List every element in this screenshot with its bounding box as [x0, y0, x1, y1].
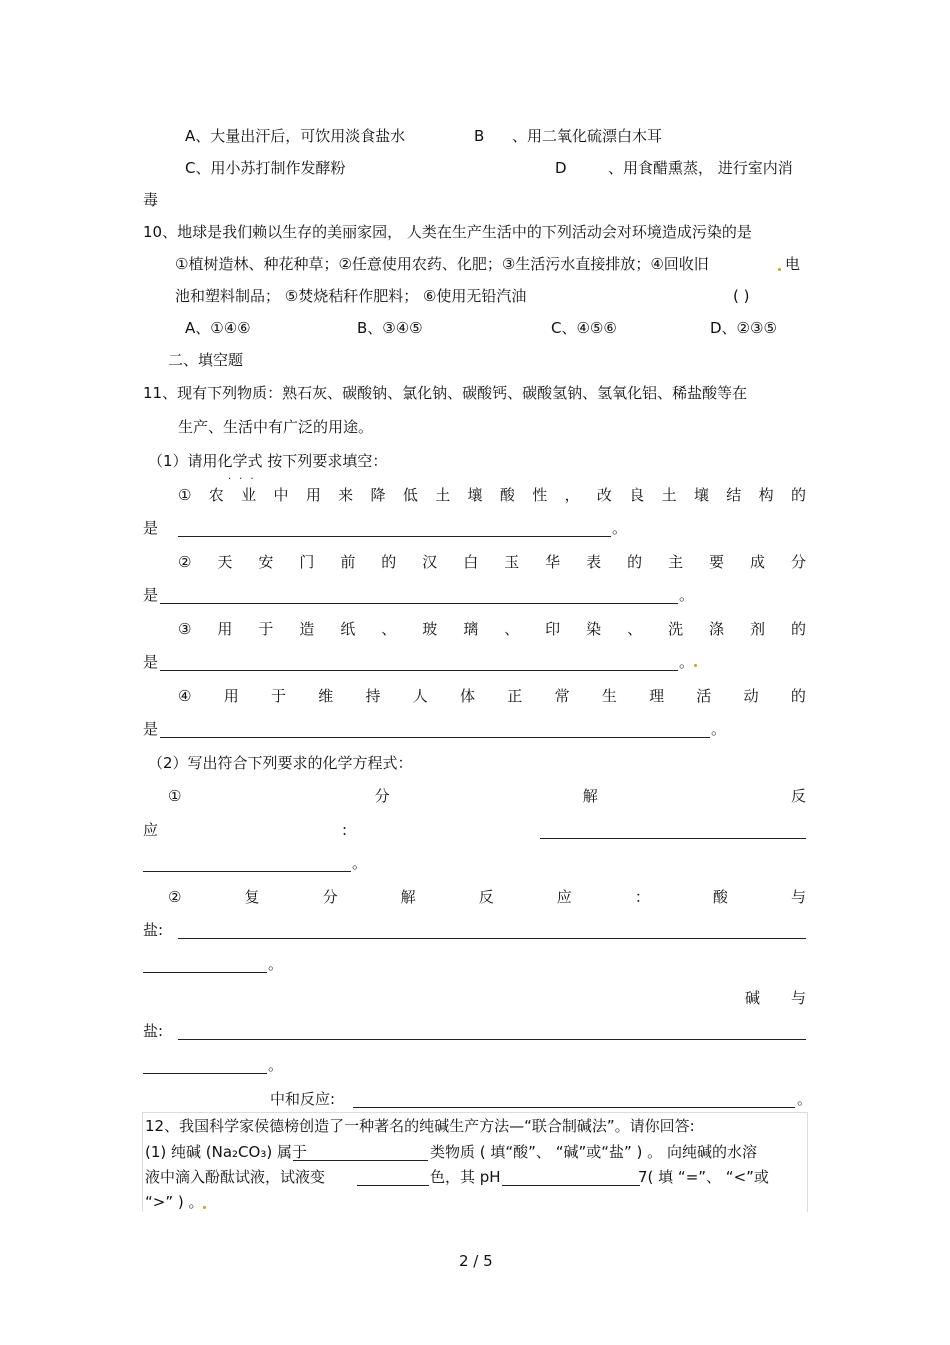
q11-equation-2-cont: 盐:: [143, 921, 164, 939]
spaced-char: 洗: [668, 620, 684, 638]
spaced-char: 性: [532, 486, 548, 504]
q11-equation-2-blank-b[interactable]: [143, 972, 267, 973]
spaced-char: 分: [374, 787, 390, 805]
spaced-char: 农: [208, 486, 224, 504]
spaced-char: 安: [258, 553, 274, 571]
q11-item-4-period: 。: [711, 720, 727, 738]
q12-dot-mark: [203, 1206, 206, 1209]
spaced-char: 的: [790, 486, 806, 504]
q10-answer-paren: ( ): [733, 287, 750, 305]
q10-option-c: C、④⑤⑥: [551, 319, 617, 337]
q11-part-1: （1）请用化学式 按下列要求填空：: [148, 452, 388, 470]
q11-part-2: （2）写出符合下列要求的化学方程式：: [148, 754, 413, 772]
q12-stem: 12、我国科学家侯德榜创造了一种著名的纯碱生产方法—“联合制碱法”。请你回答:: [145, 1117, 695, 1135]
spaced-char: 天: [217, 553, 233, 571]
q11-item-1-blank[interactable]: [178, 536, 611, 537]
spaced-char: 、: [381, 620, 397, 638]
q12-line-1-b: 类物质 ( 填“酸”、 “碱”或“盐” ) 。 向纯碱的水溶: [430, 1143, 757, 1161]
q12-line-1-a: (1) 纯碱 (Na₂CO₃) 属于: [145, 1143, 307, 1161]
q11-equation-2: [168, 887, 806, 907]
spaced-char: ①: [168, 787, 182, 805]
spaced-char: 于: [270, 687, 286, 705]
q11-item-3-blank[interactable]: [160, 670, 678, 671]
q11-item-4-blank[interactable]: [160, 737, 710, 738]
spaced-char: 涤: [709, 620, 725, 638]
spaced-char: 、: [627, 620, 643, 638]
q9-option-d-text: 、用食醋熏蒸， 进行室内消: [608, 159, 793, 177]
spaced-char: 纸: [340, 620, 356, 638]
spaced-char: 要: [709, 553, 725, 571]
spaced-char: 生: [601, 687, 617, 705]
q11-equation-4: 中和反应:: [270, 1090, 336, 1108]
spaced-char: ：: [634, 888, 650, 906]
spaced-char: ④: [178, 687, 192, 705]
spaced-char: 维: [318, 687, 334, 705]
q12-line-3: “>” ) 。: [145, 1193, 204, 1211]
q11-item-2-blank[interactable]: [160, 603, 678, 604]
spaced-char: 低: [402, 486, 418, 504]
q10-option-b: B、③④⑤: [357, 319, 423, 337]
spaced-char: 用: [305, 486, 321, 504]
spaced-char: 反: [478, 888, 494, 906]
q12-line-2-a: 液中滴入酚酞试液，试液变: [145, 1168, 326, 1186]
q11-equation-1-period: 。: [352, 854, 368, 872]
spaced-char: 用: [223, 687, 239, 705]
spaced-char: 中: [273, 486, 289, 504]
q11-equation-3: [745, 988, 806, 1008]
q12-line-2-b: 色，其 pH: [430, 1168, 501, 1186]
spaced-char: 华: [545, 553, 561, 571]
q11-equation-3-blank-b[interactable]: [143, 1073, 267, 1074]
spaced-char: 汉: [422, 553, 438, 571]
spaced-char: 碱: [745, 989, 761, 1007]
spaced-char: 常: [554, 687, 570, 705]
spaced-char: 活: [696, 687, 712, 705]
q10-line-2: 池和塑料制品； ⑤焚烧秸秆作肥料； ⑥使用无铅汽油: [175, 287, 527, 305]
spaced-char: 染: [586, 620, 602, 638]
item-3-dot-mark: [694, 664, 697, 667]
q11-equation-2-period: 。: [268, 955, 284, 973]
q11-item-4-shi: 是: [143, 720, 159, 738]
spaced-char: 于: [258, 620, 274, 638]
q12-line-2-c: 7( 填 “=”、 “<”或: [638, 1168, 769, 1186]
spaced-char: ②: [178, 553, 192, 571]
section-title: 二、填空题: [168, 351, 244, 369]
q11-equation-1-colon: :: [342, 821, 348, 839]
q9-option-d-continuation: 毒: [143, 191, 159, 209]
spaced-char: 正: [507, 687, 523, 705]
spaced-char: 璃: [463, 620, 479, 638]
spaced-char: 体: [460, 687, 476, 705]
spaced-char: 印: [545, 620, 561, 638]
q12-box-left: [142, 1112, 143, 1212]
q10-option-a: A、①④⑥: [185, 319, 251, 337]
q10-line-1: ①植树造林、种花种草；②任意使用农药、化肥；③生活污水直接排放；④回收旧: [175, 255, 709, 273]
spaced-char: 酸: [499, 486, 515, 504]
q10-line-1-end: 电: [785, 255, 801, 273]
q11-item-1-period: 。: [612, 519, 628, 537]
q11-item-1: [178, 485, 806, 505]
spaced-char: 壤: [693, 486, 709, 504]
spaced-char: 成: [750, 553, 766, 571]
spaced-char: 人: [412, 687, 428, 705]
q11-stem: 11、现有下列物质：熟石灰、碳酸钠、氯化钠、碳酸钙、碳酸氢钠、氢氧化铝、稀盐酸等在: [143, 384, 748, 402]
spaced-char: 的: [381, 553, 397, 571]
spaced-char: 反: [790, 787, 806, 805]
spaced-char: 前: [340, 553, 356, 571]
spaced-char: 的: [790, 620, 806, 638]
q11-item-3: [178, 619, 806, 639]
q9-option-c: C、用小苏打制作发酵粉: [185, 159, 346, 177]
spaced-char: 剂: [750, 620, 766, 638]
q9-option-d-letter: D: [555, 159, 567, 177]
spaced-char: 用: [217, 620, 233, 638]
spaced-char: 与: [790, 989, 806, 1007]
q10-stem: 10、地球是我们赖以生存的美丽家园， 人类在生产生活中的下列活动会对环境造成污染的是: [143, 223, 752, 241]
spaced-char: 、: [504, 620, 520, 638]
q9-option-a: A、大量出汗后，可饮用淡食盐水: [185, 127, 406, 145]
spaced-char: 应: [556, 888, 572, 906]
spaced-char: 改: [596, 486, 612, 504]
q11-item-1-shi: 是: [143, 519, 159, 537]
spaced-char: 业: [241, 486, 257, 504]
spaced-char: 玻: [422, 620, 438, 638]
q11-item-2: [178, 552, 806, 572]
spaced-char: 的: [790, 687, 806, 705]
q11-equation-3-period: 。: [268, 1056, 284, 1074]
q11-item-2-shi: 是: [143, 586, 159, 604]
spaced-char: ②: [168, 888, 182, 906]
q11-equation-1-blank-b[interactable]: [143, 871, 351, 872]
q12-blank-3[interactable]: [502, 1185, 640, 1186]
spaced-char: 结: [726, 486, 742, 504]
q12-box-right: [807, 1112, 808, 1212]
spaced-char: 动: [743, 687, 759, 705]
spaced-char: 构: [758, 486, 774, 504]
spaced-char: 持: [365, 687, 381, 705]
spaced-char: 良: [629, 486, 645, 504]
q12-blank-1[interactable]: [293, 1160, 428, 1161]
q11-equation-1-cont: 应: [143, 821, 159, 839]
spaced-char: 土: [661, 486, 677, 504]
spaced-char: 分: [322, 888, 338, 906]
q12-blank-2[interactable]: [357, 1185, 429, 1186]
q11-equation-2-blank-a[interactable]: [178, 938, 806, 939]
q11-equation-4-period: 。: [797, 1090, 813, 1108]
spaced-char: 表: [586, 553, 602, 571]
q11-item-4: [178, 686, 806, 706]
q11-equation-1: [168, 786, 806, 806]
spaced-char: 解: [582, 787, 598, 805]
spaced-char: 门: [299, 553, 315, 571]
q9-option-b-letter: B: [474, 127, 485, 145]
emphasis-dots: ···: [228, 474, 262, 485]
q11-equation-4-blank[interactable]: [353, 1107, 795, 1108]
q11-item-3-period: 。: [679, 653, 695, 671]
spaced-char: 来: [338, 486, 354, 504]
spaced-char: 土: [435, 486, 451, 504]
spaced-char: ③: [178, 620, 192, 638]
spaced-char: 与: [790, 888, 806, 906]
q10-dot-mark: [778, 268, 781, 271]
spaced-char: 降: [370, 486, 386, 504]
spaced-char: ①: [178, 486, 192, 504]
q12-box-top: [142, 1112, 807, 1113]
q9-option-b-text: 、用二氧化硫漂白木耳: [512, 127, 663, 145]
spaced-char: 玉: [504, 553, 520, 571]
q11-stem-2: 生产、生活中有广泛的用途。: [178, 418, 374, 436]
spaced-char: ，: [564, 486, 580, 504]
spaced-char: 主: [668, 553, 684, 571]
spaced-char: 复: [244, 888, 260, 906]
spaced-char: 酸: [712, 888, 728, 906]
spaced-char: 的: [627, 553, 643, 571]
page-number: 2 / 5: [459, 1252, 493, 1270]
spaced-char: 壤: [467, 486, 483, 504]
spaced-char: 理: [649, 687, 665, 705]
q10-option-d: D、②③⑤: [710, 319, 777, 337]
q11-item-3-shi: 是: [143, 653, 159, 671]
q11-item-2-period: 。: [679, 586, 695, 604]
q11-equation-3-cont: 盐:: [143, 1022, 164, 1040]
spaced-char: 白: [463, 553, 479, 571]
spaced-char: 解: [400, 888, 416, 906]
q11-equation-3-blank-a[interactable]: [178, 1039, 806, 1040]
spaced-char: 造: [299, 620, 315, 638]
spaced-char: 分: [790, 553, 806, 571]
q11-equation-1-blank-a[interactable]: [540, 838, 806, 839]
